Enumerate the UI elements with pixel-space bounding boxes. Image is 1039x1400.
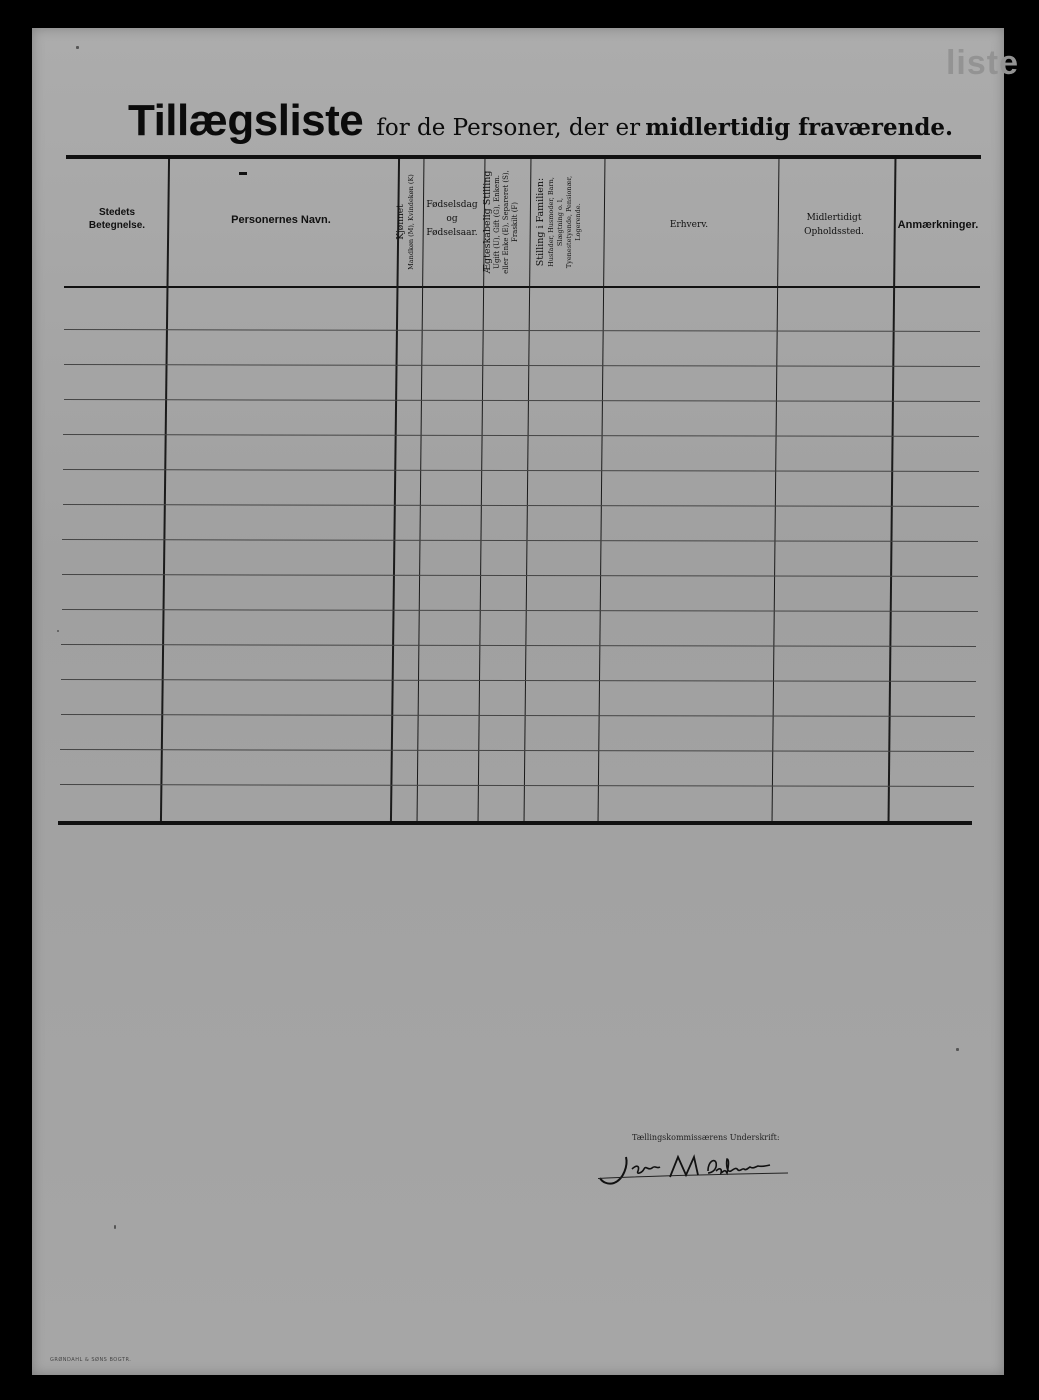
- header-mark: [239, 172, 247, 175]
- paper-speck: [57, 630, 59, 632]
- header-familie-line4: Tyenestetyende, Pensionær,: [565, 175, 573, 269]
- header-familie-line2: Husfader, Husmoder, Barn,: [547, 177, 555, 267]
- header-familie: [535, 157, 591, 287]
- header-familie-line1: Stilling i Familien:: [535, 177, 546, 267]
- header-anmaerkninger: [893, 219, 983, 232]
- title-part2: midlertidig fraværende.: [645, 114, 954, 141]
- header-aegteskab-line4: Fraskilt (F): [511, 201, 519, 243]
- header-stedets: [70, 206, 164, 232]
- header-kjonnet-line2: Mandkøn (M), Kvindekøn (K): [407, 174, 415, 270]
- title-main: Tillægsliste: [128, 96, 364, 145]
- paper-speck: [114, 1225, 116, 1229]
- header-fodsel-line2: og: [446, 214, 458, 224]
- bleed-through-text: liste: [945, 44, 1019, 82]
- form-title: [128, 96, 953, 146]
- paper-speck: [956, 1048, 959, 1051]
- header-fodsel: [422, 198, 482, 240]
- header-bottom-rule: [64, 286, 980, 288]
- header-stedets-line2: Betegnelse.: [88, 220, 146, 231]
- header-familie-line3: Slægtning o. l,: [556, 197, 564, 247]
- handwritten-signature: [598, 1153, 798, 1193]
- header-aegteskab-line3: eller Enke (E), Separeret (S),: [502, 170, 510, 274]
- table-bottom-rule: [58, 821, 972, 825]
- paper-speck: [76, 46, 79, 49]
- header-fodsel-line3: Fødselsaar.: [426, 228, 478, 238]
- title-part1: for de Personer, der er: [376, 115, 641, 141]
- header-erhverv: [603, 218, 775, 232]
- header-opholdssted-line1: Midlertidigt: [806, 213, 862, 223]
- header-familie-line5: Logerende.: [574, 203, 582, 241]
- header-kjonnet-line1: Kjønnet: [396, 204, 406, 240]
- header-fodsel-line1: Fødselsdag: [426, 200, 478, 210]
- header-kjonnet: [396, 162, 416, 282]
- header-opholdssted: [777, 211, 891, 239]
- header-erhverv-text: Erhverv.: [669, 220, 709, 230]
- header-aegteskab-line1: Ægteskabelig Stilling: [482, 170, 493, 274]
- header-navn: [168, 214, 394, 227]
- header-aegteskab-line2: Ugift (U), Gift (G), Enkem.: [493, 175, 501, 269]
- header-anmaerkninger-text: Anmærkninger.: [897, 219, 979, 231]
- signature-label: Tællingskommissærens Underskrift:: [632, 1133, 780, 1142]
- header-stedets-line1: Stedets: [98, 207, 136, 218]
- header-aegteskab: [482, 158, 526, 286]
- header-navn-text: Personernes Navn.: [231, 214, 331, 226]
- printer-imprint: GRØNDAHL & SØNS BOGTR.: [50, 1357, 132, 1363]
- header-opholdssted-line2: Opholdssted.: [804, 227, 864, 237]
